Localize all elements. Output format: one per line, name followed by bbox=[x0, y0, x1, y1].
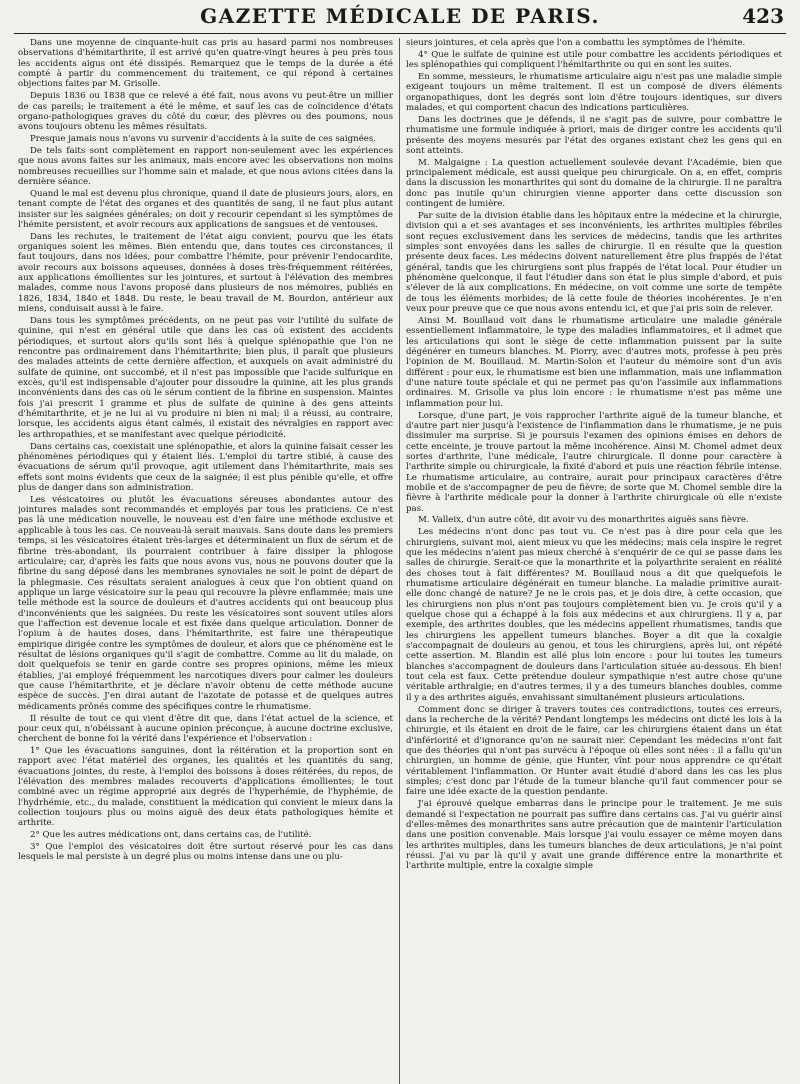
paragraph: Depuis 1836 ou 1838 que ce relevé a été fait, nous avons vu peut-être un millier de cas pareils; le traitement a été le même, et sauf les cas de coïncidence d'états organo-pathologiques graves du côté du cœur, des plèvres ou des poumons, nous avons toujours obtenu les mêmes résultats. bbox=[18, 91, 393, 133]
right-column bbox=[406, 38, 782, 1082]
paragraph: 4° Que le sulfate de quinine est utile pour combattre les accidents périodiques et les splénopathies qui compliquent l'hémitarthrite ou qui en sont les suites. bbox=[406, 49, 782, 71]
paragraph: 2° Que les autres médications ont, dans certains cas, de l'utilité. bbox=[30, 830, 312, 841]
paragraph: Dans les doctrines que je défends, il ne s'agit pas de suivre, pour combattre le rhumatisme une formule indiquée à priori, mais de diriger contre les accidents qu'il présente des moyens mesurés par l'état des organes existant chez les gens qui en sont atteints. bbox=[406, 114, 782, 156]
paragraph: En somme, messieurs, le rhumatisme articulaire aigu n'est pas une maladie simple exigeant toujours un même traitement. Il est un composé de divers éléments organopathiques, dont les degrés sont loin d'être toujours identiques, sur divers malades, et qui comportent chacun des indications particulières. bbox=[406, 72, 782, 114]
page-header bbox=[0, 0, 800, 34]
paragraph: De tels faits sont complètement en rapport non-seulement avec les expériences que nous avons faites sur les animaux, mais encore avec les observations non moins nombreuses recueillies sur l'homme sain et malade, et que nous avions citées dans la dernière séance. bbox=[18, 145, 393, 187]
paragraph: Lorsque, d'une part, je vois rapprocher l'arthrite aiguë de la tumeur blanche, et d'autre part nier jusqu'à l'existence de l'inflammation dans le rhumatisme, je ne puis dissimuler ma surprise. Si je poursuis l'examen des opinions émises en dehors de cette enceinte, je trouve partout la même incohérence. Ainsi M. Chomel admet deux sortes d'arthrite, l'une médicale, l'autre chirurgicale. Il donne pour caractère à l'arthrite simple ou chirurgicale, la fixité d'abord et puis une réaction fébrile intense. Le rhumatisme articulaire, au contraire, aurait pour principaux caractères d'être mobile et de s'accompagner de peu de fièvre; de sorte que M. Chomel semble dire la fièvre à l'arthrite médicale pour la donner à l'arthrite chirurgicale où elle n'existe pas. bbox=[406, 410, 782, 514]
paragraph: Quand le mal est devenu plus chronique, quand il date de plusieurs jours, alors, en tenant compte de l'état des organes et des quantités de sang, il ne faut plus autant insister sur les saignées générales; on doit y recourir cependant si les symptômes de l'hémite persistent, et avoir recours aux applications de sangsues et de ventouses. bbox=[18, 188, 393, 230]
journal-title: GAZETTE MÉDICALE DE PARIS. bbox=[200, 4, 600, 28]
page-number: 423 bbox=[742, 4, 784, 28]
paragraph: Ainsi M. Bouillaud voit dans le rhumatisme articulaire une maladie générale essentiellement inflammatoire, le type des maladies inflammatoires, et il admet que les articulations qui sont le siège de cette inflammation puissent par la suite dégénérer en tumeurs blanches. M. Piorry, avec d'autres mots, professe à peu près l'opinion de M. Bouillaud. M. Martin-Solon et l'auteur du mémoire sont d'un avis différent : pour eux, le rhumatisme est bien une inflammation, mais une inflammation d'une nature toute spéciale et qui ne permet pas qu'on l'assimile aux inflammations ordinaires. M. Grisolle va plus loin encore : le rhumatisme n'est pas même une inflammation pour lui. bbox=[406, 315, 782, 409]
paragraph: M. Malgaigne : La question actuellement soulevée devant l'Académie, bien que principalement médicale, est aussi quelque peu chirurgicale. On a, en effet, compris dans la discussion les monarthrites qui sont du domaine de la chirurgie. Il ne paraîtra donc pas inutile qu'un chirurgien vienne apporter dans cette discussion son contingent de lumière. bbox=[406, 157, 782, 210]
paragraph: Les médecins n'ont donc pas tout vu. Ce n'est pas à dire pour cela que les chirurgiens, suivant moi, aient mieux vu que les médecins; mais cela inspire le regret que les médecins n'aient pas mieux cherché à s'enquérir de ce qui se passe dans les salles de chirurgie. Serait-ce que la monarthrite et la polyarthrite seraient en réalité des choses tout à fait différentes? M. Bouillaud nous a dit que quelquefois le rhumatisme articulaire dégénérait en tumeur blanche. La maladie primitive aurait-elle donc changé de nature? Je ne le crois pas, et je dois dire, à cette occasion, que les chirurgiens non plus n'ont pas toujours complètement bien vu. Je crois qu'il y a quelque chose qui a échappé à la fois aux médecins et aux chirurgiens. Il y a, par exemple, des arthrites doubles, que les médecins appellent rhumatismes, tandis que les chirurgiens les appellent tumeurs blanches. Boyer a dit que la coxalgie s'accompagnait de douleurs au genou, et tous les chirurgiens, après lui, ont répété cette assertion. M. Blandin est allé plus loin encore : pour lui toutes les tumeurs blanches s'accompagnent de douleurs dans l'articulation située au-dessous. Eh bien! tout cela est faux. Cette prétendue douleur sympathique n'est autre chose qu'une véritable arthralgie; en d'autres termes, il y a des tumeurs blanches doubles, comme il y a des arthrites aiguës, envahissant simultanément plusieurs articulations. bbox=[406, 527, 782, 703]
paragraph: Presque jamais nous n'avons vu survenir d'accidents à la suite de ces saignées. bbox=[30, 134, 377, 145]
paragraph: M. Valleix, d'un autre côté, dit avoir vu des monarthrites aiguës sans fièvre. bbox=[418, 515, 749, 526]
paragraph: Dans tous les symptômes précédents, on ne peut pas voir l'utilité du sulfate de quinine, qui n'est en général utile que dans les cas où existent des accidents périodiques, et surtout alors qu'ils sont liés à quelque splénopathie que l'on ne rencontre pas ordinairement dans l'hémitarthrite; bien plus, il paraît que plusieurs des malades atteints de cette dernière affection, et auxquels on avait administré du sulfate de quinine, ont succombé, et il n'est pas impossible que l'acide sulfurique en excès, qu'il est indispensable d'ajouter pour dissoudre la quinine, ait les plus grands inconvénients dans des cas où le sérum contient de la fibrine en suspension. Maintes fois j'ai prescrit 1 gramme et plus de sulfate de quinine à des gens atteints d'hémitarthrite, et je ne lui ai vu produire ni bien ni mal; il a réussi, au contraire, lorsque, les accidents aigus étant calmés, il existait des névralgies en rapport avec les arthropathies, et se manifestant avec quelque périodicité. bbox=[18, 315, 393, 440]
paragraph: Dans certains cas, coexistait une splénopathie, et alors la quinine faisait cesser les phénomènes périodiques qui y étaient liés. L'emploi du tartre stibié, à cause des évacuations de sérum qu'il provoque, agit utilement dans l'hémitarthrite, mais ses effets sont moins évidents que ceux de la saignée; il est plus pénible qu'elle, et offre plus de danger dans son administration. bbox=[18, 441, 393, 493]
paragraph: sieurs jointures, et cela après que l'on a combattu les symptômes de l'hémite. bbox=[406, 38, 746, 48]
paragraph: 3° Que l'emploi des vésicatoires doit être surtout réservé pour les cas dans lesquels le mal persiste à un degré plus ou moins intense dans une ou plu- bbox=[18, 842, 393, 863]
paragraph: Il résulte de tout ce qui vient d'être dit que, dans l'état actuel de la science, et pour ceux qui, n'obéissant à aucune opinion préconçue, à aucune doctrine exclusive, cherchent de bonne foi la vérité dans l'expérience et l'observation : bbox=[18, 713, 393, 745]
paragraph: 1° Que les évacuations sanguines, dont la réitération et la proportion sont en rapport avec l'état matériel des organes, les qualités et les quantités du sang, évacuations jointes, du reste, à l'emploi des boissons à doses réitérées, du repos, de l'élévation des membres malades recouverts d'applications émollientes; le tout combiné avec un régime approprié aux degrés de l'hyperhémie, de l'hyphémie, de l'hydrhémie, etc., du malade, constituent la médication qui convient le mieux dans la collection toujours plus ou moins aiguë des deux états pathologiques hémite et arthrite. bbox=[18, 746, 393, 829]
paragraph: Dans les rechutes, le traitement de l'état aigu convient, pourvu que les états organiques soient les mêmes. Bien entendu que, dans toutes ces circonstances, il faut toujours, dans nos idées, pour combattre l'hémite, pour prévenir l'endocardite, avoir recours aux boissons aqueuses, données à doses très-fréquemment réitérées, aux applications émollientes sur les jointures, et surtout à l'élévation des membres malades, comme nous l'avons proposé dans plusieurs de nos mémoires, publiés en 1826, 1834, 1840 et 1848. Du reste, le beau travail de M. Bourdon, antérieur aux miens, conduisait aussi à le faire. bbox=[18, 231, 393, 315]
paragraph: Comment donc se diriger à travers toutes ces contradictions, toutes ces erreurs, dans la recherche de la vérité? Pendant longtemps les médecins ont dicté les lois à la chirurgie, et ils étaient en droit de le faire, car les chirurgiens étaient dans un état d'infériorité et d'ignorance qu'on ne saurait nier. Cependant les médecins n'ont fait que des théories qui n'ont pas survécu à l'époque où elles sont nées : il a fallu qu'un chirurgien, un homme de génie, que Hunter, vînt pour nous apprendre ce qu'était véritablement l'inflammation. Or Hunter avait étudié d'abord dans les cas les plus simples; c'est donc par l'étude de la tumeur blanche qu'il faut commencer pour se faire une idée exacte de la question pendante. bbox=[406, 704, 782, 798]
column-divider bbox=[399, 38, 400, 1084]
paragraph: Par suite de la division établie dans les hôpitaux entre la médecine et la chirurgie, division qui a et ses avantages et ses inconvénients, les arthrites multiples fébriles sont reçues exclusivement dans les services de médecins, tandis que les arthrites simples sont envoyées dans les salles de chirurgie. Il en résulte que la question présente deux faces. Les médecins doivent naturellement être plus frappés de l'état général, tandis que les chirurgiens sont plus frappés de l'état local. Pour étudier un phénomène quelconque, il faut l'étudier dans son état le plus simple d'abord, et puis s'élever de là aux complications. En médecine, on voit comme une sorte de tempête de tous les éléments morbides; de là cette foule de théories incohérentes. Je n'en veux pour preuve que ce que nous avons entendu ici, et que j'ai pris soin de relever. bbox=[406, 211, 782, 315]
paragraph: Les vésicatoires ou plutôt les évacuations séreuses abondantes autour des jointures malades sont recommandés et employés par tous les praticiens. Ce n'est pas là une médication nouvelle, le nouveau est d'en faire une méthode exclusive et applicable à tous les cas. Ce nouveau-là serait mauvais. Sans doute dans les premiers temps, si les vésicatoires étaient très-larges et déterminaient un flux de sérum et de fibrine très-abondant, ils pourraient contribuer à faire dissiper la phlogose articulaire; car, d'après les faits que nous avons vus, nous ne pouvons douter que la fibrine du sang déposé dans les membranes synoviales ne soit le point de départ de la phlegmasie. Ces résultats seraient analogues à ceux que l'on obtient quand on applique un large vésicatoire sur la peau qui recouvre la plèvre enflammée; mais une telle méthode est la source de douleurs et d'autres accidents qui ont beaucoup plus d'inconvénients que les saignées. Du reste les vésicatoires sont souvent utiles alors que l'affection est devenue locale et est fixée dans quelque articulation. Donner de l'opium à de hautes doses, dans l'hémitarthrite, est faire une thérapeutique empirique dirigée contre les symptômes de douleur, et alors que ce phénomène est le résultat de lésions organiques qu'il s'agit de combattre. Comme au lit du malade, on doit quelquefois se tenir en garde contre ses propres opinions, même les mieux établies, j'ai employé fréquemment les narcotiques divers pour calmer les douleurs que cause l'hémitarthrite, et je déclare n'avoir obtenu de cette méthode aucune espèce de succès. J'en dirai autant de l'azotate de potasse et de quelques autres médicaments prônés comme des spécifiques contre le rhumatisme. bbox=[18, 494, 393, 712]
paragraph: J'ai éprouvé quelque embarras dans le principe pour le traitement. Je me suis demandé si l'expectation ne pourrait pas suffire dans certains cas. J'ai vu guérir ainsi d'elles-mêmes des monarthrites sans autre précaution que de maintenir l'articulation dans une position convenable. Mais lorsque j'ai voulu essayer ce même moyen dans les arthrites multiples, dans les tumeurs blanches de deux articulations, je n'ai point réussi. J'ai vu par là qu'il y avait une grande différence entre la monarthrite et l'arthrite multiple, entre la coxalgie simple bbox=[406, 799, 782, 872]
paragraph: Dans une moyenne de cinquante-huit cas pris au hasard parmi nos nombreuses observations d'hémitarthrite, il est arrivé qu'en quatre-vingt heures à peu près tous les accidents aigus ont été dissipés. Remarquez que le temps de la durée a été compté à partir du commencement du traitement, ce qui répond à certaines objections faites par M. Grisolle. bbox=[18, 38, 393, 90]
left-column bbox=[18, 38, 393, 1082]
header-rule bbox=[14, 33, 786, 34]
